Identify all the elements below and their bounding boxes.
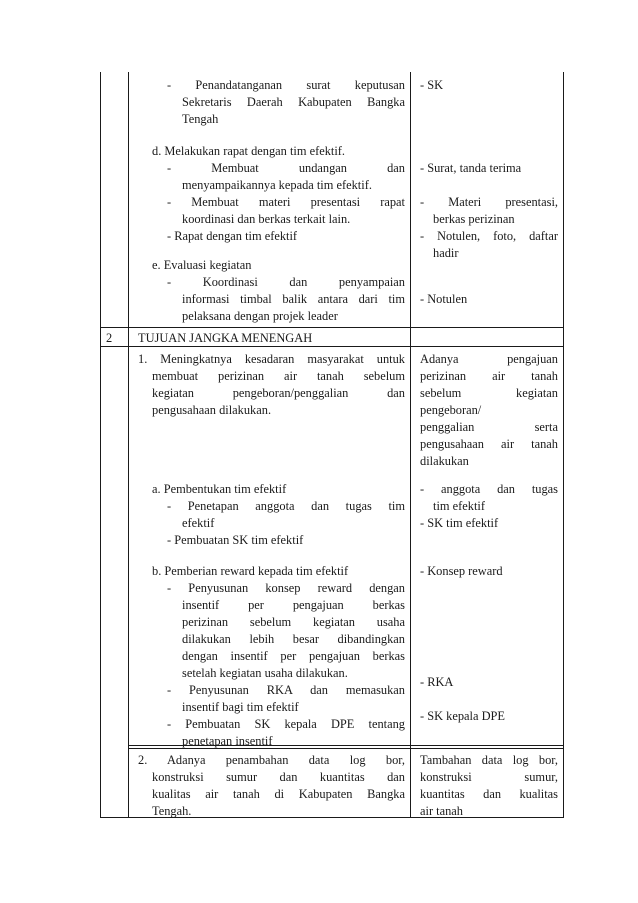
row1-right-line: - Surat, tanda terima: [420, 161, 522, 175]
row3-left-line: b. Pemberian reward kepada tim efektif: [152, 564, 349, 578]
row1-left-line: d. Melakukan rapat dengan tim efektif.: [152, 144, 346, 158]
row1-right-line: hadir: [433, 246, 459, 260]
row3-left-line: membuat perizinan air tanah sebelum: [152, 369, 405, 383]
row3-right-line: - Konsep reward: [420, 564, 503, 578]
row3-right-line: penggalian serta: [420, 420, 558, 434]
row3-left-line: a. Pembentukan tim efektif: [152, 482, 287, 496]
row4-right-line: Tambahan data log bor,: [420, 753, 558, 767]
row1-left-line: pelaksana dengan projek leader: [182, 309, 338, 323]
row3-left-line: dengan insentif per pengajuan berkas: [182, 649, 405, 663]
row3-left-line: - Penyusunan RKA dan memasukan: [167, 683, 405, 697]
row3-left-line: insentif per pengajuan berkas: [182, 598, 405, 612]
table-border-col2: [410, 72, 411, 818]
row3-left-line: - Penetapan anggota dan tugas tim: [167, 499, 405, 513]
row3-right-line: pengeboran/: [420, 403, 482, 417]
row4-left-line: 2. Adanya penambahan data log bor,: [138, 753, 405, 767]
row1-left-line: - Penandatanganan surat keputusan: [167, 78, 405, 92]
row3-left-line: dilakukan lebih besar dibandingkan: [182, 632, 405, 646]
row1-left-line: koordinasi dan berkas terkait lain.: [182, 212, 351, 226]
row1-left-line: Sekretaris Daerah Kabupaten Bangka: [182, 95, 405, 109]
row3-right-line: pengusahaan air tanah: [420, 437, 558, 451]
row1-left-line: - Membuat materi presentasi rapat: [167, 195, 405, 209]
row4-right-line: kuantitas dan kualitas: [420, 787, 558, 801]
row3-left-line: penetapan insentif: [182, 734, 273, 748]
row3-left-line: setelah kegiatan usaha dilakukan.: [182, 666, 348, 680]
table-border-row2-bottom: [100, 346, 564, 347]
row1-left-line: - Koordinasi dan penyampaian: [167, 275, 405, 289]
row3-right-line: tim efektif: [433, 499, 485, 513]
row4-left-line: kualitas air tanah di Kabupaten Bangka: [152, 787, 405, 801]
row1-left-line: Tengah: [182, 112, 219, 126]
section-title: TUJUAN JANGKA MENENGAH: [138, 331, 313, 345]
row4-right-line: air tanah: [420, 804, 463, 818]
row1-right-line: - SK: [420, 78, 444, 92]
row1-left-line: - Membuat undangan dan: [167, 161, 405, 175]
row4-left-line: konstruksi sumur dan kuantitas dan: [152, 770, 405, 784]
row3-right-line: sebelum kegiatan: [420, 386, 558, 400]
row3-right-line: - anggota dan tugas: [420, 482, 558, 496]
row1-right-line: - Notulen: [420, 292, 468, 306]
row3-left-line: - Pembuatan SK tim efektif: [167, 533, 304, 547]
row3-right-line: perizinan air tanah: [420, 369, 558, 383]
row1-left-line: menyampaikannya kepada tim efektif.: [182, 178, 372, 192]
row1-right-line: berkas perizinan: [433, 212, 515, 226]
row3-left-line: insentif bagi tim efektif: [182, 700, 299, 714]
row1-right-line: - Materi presentasi,: [420, 195, 558, 209]
row3-left-line: - Penyusunan konsep reward dengan: [167, 581, 405, 595]
row3-right-line: - SK kepala DPE: [420, 709, 505, 723]
row3-left-line: perizinan sebelum kegiatan usaha: [182, 615, 405, 629]
row1-left-line: informasi timbal balik antara dari tim: [182, 292, 405, 306]
row-number: 2: [106, 331, 113, 345]
row4-left-line: Tengah.: [152, 804, 192, 818]
row3-right-line: Adanya pengajuan: [420, 352, 558, 366]
row3-right-line: - SK tim efektif: [420, 516, 499, 530]
row3-right-line: - RKA: [420, 675, 454, 689]
row3-left-line: 1. Meningkatnya kesadaran masyarakat untuk: [138, 352, 405, 366]
row1-left-line: - Rapat dengan tim efektif: [167, 229, 298, 243]
row3-right-line: dilakukan: [420, 454, 469, 468]
table-border-left: [100, 72, 101, 818]
row4-right-line: konstruksi sumur,: [420, 770, 558, 784]
row3-left-line: kegiatan pengeboran/penggalian dan: [152, 386, 405, 400]
table-border-col1: [128, 72, 129, 818]
row1-left-line: e. Evaluasi kegiatan: [152, 258, 252, 272]
row3-left-line: efektif: [182, 516, 215, 530]
row3-left-line: - Pembuatan SK kepala DPE tentang: [167, 717, 405, 731]
table-border-row1-bottom: [100, 327, 564, 328]
row3-left-line: pengusahaan dilakukan.: [152, 403, 272, 417]
table-border-right: [563, 72, 564, 818]
row1-right-line: - Notulen, foto, daftar: [420, 229, 558, 243]
